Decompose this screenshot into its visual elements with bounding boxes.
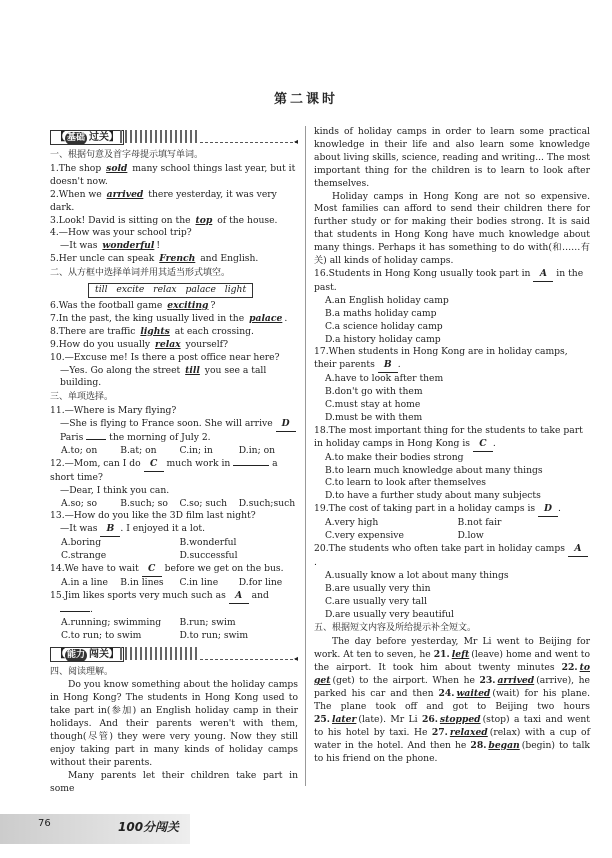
question-14 xyxy=(50,563,298,577)
q8-answer[interactable]: lights xyxy=(140,325,170,337)
q17-option-b[interactable]: B.don't go with them xyxy=(325,386,423,398)
section-heading: 四、阅读理解。 xyxy=(50,666,114,677)
question-20 xyxy=(314,543,590,570)
q20-text-a: 20.The students who often take part in holiday camps xyxy=(314,543,568,554)
cloze-number: 28. xyxy=(470,739,487,751)
cloze-text: (wait) for his plane. The plane took off and got to Beijing two hours xyxy=(314,687,590,712)
option-c[interactable]: C.in line xyxy=(179,577,219,588)
q19-options-2 xyxy=(314,530,590,543)
reading-paragraph-2-start: Many parents let their children take part in some xyxy=(50,769,298,794)
cloze-text: (get) to the airport. When he xyxy=(332,675,480,687)
q15-options xyxy=(50,617,298,630)
question-5 xyxy=(50,253,298,266)
q15-blank[interactable] xyxy=(60,611,90,612)
question-3 xyxy=(50,215,298,228)
banner-dashed-line xyxy=(200,659,298,660)
arrow-icon: ◂ xyxy=(293,653,298,663)
q10-text-b: —Yes. Go along the street xyxy=(60,364,184,376)
q11-text-b: —She is flying to France soon. She will arrive xyxy=(60,418,276,430)
question-8 xyxy=(50,326,298,339)
q13-text-b: —It was xyxy=(60,523,101,535)
page-title: 第二课时 xyxy=(273,92,338,107)
q4-text-c: ! xyxy=(156,240,161,252)
q20-option-d[interactable]: D.are usually very beautiful xyxy=(325,608,454,620)
q9-text-b: yourself? xyxy=(182,338,228,350)
q18-option-b[interactable]: B.to learn much knowledge about many things xyxy=(325,464,543,476)
q5-text-a: 5.Her uncle can speak xyxy=(50,253,158,265)
page-footer xyxy=(0,800,612,858)
q18-option-c[interactable]: C.to learn to look after themselves xyxy=(325,477,486,489)
option-d[interactable]: D.low xyxy=(457,530,484,542)
q1-text-b: many school things last year, but it doesn't now. xyxy=(50,162,296,187)
q13-options-2 xyxy=(50,550,298,563)
question-19 xyxy=(314,503,590,517)
q20-option-a[interactable]: A.usually know a lot about many things xyxy=(325,569,509,581)
question-6 xyxy=(50,300,298,313)
option-b[interactable]: B.in lines xyxy=(120,577,164,588)
cloze-number: 23. xyxy=(479,675,496,687)
q17-option-a[interactable]: A.have to look after them xyxy=(325,373,444,385)
section-heading: 三、单项选择。 xyxy=(50,392,114,403)
option-d[interactable]: D.to run; swim xyxy=(179,629,249,641)
q18-option-a[interactable]: A.to make their bodies strong xyxy=(325,451,464,463)
reading-paragraph-3: Holiday camps in Hong Kong are not so expensive. Most families can afford to send their children there for further study or for making their bodies strong. It is said that students in Hong Kong have much knowledge about many things. Perhaps it has something to do with(和……有关) all kinds of holiday camps. xyxy=(314,190,590,267)
q17-option-d[interactable]: D.must be with them xyxy=(325,411,423,423)
question-16 xyxy=(314,268,590,295)
q12-options xyxy=(50,498,298,511)
banner-tag-a: 能力 xyxy=(67,649,86,660)
q12-text-b: much work in xyxy=(163,457,234,469)
option-d[interactable]: D.in; on xyxy=(238,444,276,456)
q9-answer[interactable]: relax xyxy=(155,338,181,350)
arrow-icon: ◂ xyxy=(293,137,298,146)
q10-answer[interactable]: till xyxy=(185,364,200,376)
question-11-stem xyxy=(50,418,298,445)
q18-answer[interactable]: C xyxy=(473,438,493,452)
option-c[interactable]: C.very expensive xyxy=(325,530,404,542)
q18-text-b: . xyxy=(492,437,496,449)
q19-text-a: 19.The cost of taking part in a holiday camps is xyxy=(314,503,539,515)
q14-text-b: before we get on the bus. xyxy=(161,563,284,575)
q14-options xyxy=(50,577,298,590)
q12-text-c: a short time? xyxy=(50,457,278,483)
q12-answer[interactable]: C xyxy=(144,458,164,472)
cloze-paragraph xyxy=(314,636,590,765)
option-a[interactable]: A.running; swimming xyxy=(61,616,162,628)
question-10: 10.—Excuse me! Is there a post office near here? xyxy=(50,351,280,363)
q3-text-a: 3.Look! David is sitting on the xyxy=(50,214,194,226)
q15-options-2 xyxy=(50,630,298,643)
q6-text-a: 6.Was the football game xyxy=(50,299,166,311)
cloze-number: 25. xyxy=(314,713,330,725)
q7-text-a: 7.In the past, the king usually lived in the xyxy=(50,312,248,324)
option-b[interactable]: B.wonderful xyxy=(179,537,237,549)
question-12 xyxy=(50,458,298,485)
q16-answer[interactable]: A xyxy=(533,268,553,282)
option-d[interactable]: D.successful xyxy=(179,550,238,562)
q14-answer[interactable]: C xyxy=(142,563,162,577)
q7-answer[interactable]: palace xyxy=(249,312,283,324)
cloze-number: 21. xyxy=(433,649,450,661)
q13-text-c: . I enjoyed it a lot. xyxy=(120,523,205,535)
question-18 xyxy=(314,425,590,452)
option-c[interactable]: C.so; such xyxy=(179,497,228,509)
q14-text-a: 14.We have to wait xyxy=(50,563,142,575)
q15-blank-line: . xyxy=(50,604,298,617)
q16-option-c[interactable]: C.a science holiday camp xyxy=(325,320,443,332)
cloze-answer-26[interactable]: stopped xyxy=(439,713,481,725)
cloze-number: 26. xyxy=(421,713,438,725)
q1-answer[interactable]: sold xyxy=(106,162,128,174)
q12-text-a: 12.—Mom, can I do xyxy=(50,457,144,469)
cloze-text: (relax) with a cup of water in the hotel. And then he xyxy=(314,726,590,751)
option-c[interactable]: C.strange xyxy=(61,550,107,562)
question-17 xyxy=(314,346,590,373)
q11-text-c: Paris xyxy=(60,432,87,444)
q3-text-b: of the house. xyxy=(214,214,278,226)
q20-option-c[interactable]: C.are usually very tall xyxy=(325,595,428,607)
column-divider xyxy=(305,126,306,786)
question-1 xyxy=(50,163,298,189)
q16-text-a: 16.Students in Hong Kong usually took part in xyxy=(314,267,534,279)
q4-answer[interactable]: wonderful xyxy=(102,240,155,252)
option-a[interactable]: A.very high xyxy=(325,517,379,529)
cloze-answer-23[interactable]: arrived xyxy=(497,675,535,687)
q16-text-b: in the past. xyxy=(314,267,584,293)
cloze-answer-21[interactable]: left xyxy=(451,649,470,661)
q4-text-b: —It was xyxy=(60,240,101,252)
q18-text-a: 18.The most important thing for the students to take part in holiday camps in Hong Kong is xyxy=(314,424,583,449)
q6-answer[interactable]: exciting xyxy=(167,299,209,311)
banner-dashed-line xyxy=(200,142,298,143)
q13-answer[interactable]: B xyxy=(100,523,120,537)
q7-text-b: . xyxy=(284,312,288,324)
q15-text-b: and xyxy=(248,589,269,601)
option-c[interactable]: C.to run; to swim xyxy=(61,629,142,641)
q17-text-b: . xyxy=(397,359,401,371)
q1-text-a: 1.The shop xyxy=(50,162,105,174)
reading-paragraph-2-cont: kinds of holiday camps in order to learn some practical knowledge in their life and also learn some knowledge about living skills, science, reading and writing... The most important thing for the children is to learn to look after themselves. xyxy=(314,126,590,189)
left-column xyxy=(50,126,298,796)
cloze-text: (late). Mr Li xyxy=(358,713,422,725)
word-box: till excite relax palace light xyxy=(88,283,253,298)
option-a[interactable]: A.in a line xyxy=(61,577,108,588)
option-b[interactable]: B.not fair xyxy=(457,517,502,529)
banner-tag: 【 能力 闯关】 xyxy=(50,647,124,662)
q5-text-b: and English. xyxy=(197,253,259,265)
cloze-text: (arrive), he parked his car and then xyxy=(314,675,590,699)
q17-option-c[interactable]: C.must stay at home xyxy=(325,399,421,411)
cloze-text: (begin) to talk to his friend on the phone. xyxy=(314,739,590,764)
q16-option-b[interactable]: B.a maths holiday camp xyxy=(325,307,437,319)
q11-answer[interactable]: D xyxy=(276,418,296,432)
q11-text-d: the morning of July 2. xyxy=(106,432,211,444)
question-4: 4.—How was your school trip? xyxy=(50,227,192,239)
q3-answer[interactable]: top xyxy=(195,214,213,226)
section-heading: 一、根据句意及首字母提示填写单词。 xyxy=(50,150,204,160)
series-logo: 100分闯关 xyxy=(118,820,180,834)
question-4-reply xyxy=(50,240,298,253)
option-c[interactable]: C.in; in xyxy=(179,444,213,456)
cloze-answer-22[interactable]: to get xyxy=(314,662,590,687)
q15-answer[interactable]: A xyxy=(229,590,249,604)
banner-tag-b: 闯关 xyxy=(89,648,110,660)
cloze-text: (leave) home and went to the airport. It took him about twenty minutes xyxy=(314,649,590,674)
q16-option-a[interactable]: A.an English holiday camp xyxy=(325,294,449,306)
cloze-answer-24[interactable]: waited xyxy=(456,687,491,699)
cloze-number: 27. xyxy=(431,726,448,738)
question-15 xyxy=(50,590,298,604)
q19-text-b: . xyxy=(558,503,561,515)
banner-tag: 【 基础 过关】 xyxy=(50,130,124,145)
question-12-reply: —Dear, I think you can. xyxy=(60,484,170,496)
cloze-text: (stop) a taxi and went to his hotel by taxi. He xyxy=(314,713,591,738)
question-13: 13.—How do you like the 3D film last night? xyxy=(50,510,256,522)
q8-text-a: 8.There are traffic xyxy=(50,325,139,337)
q2-text-a: 2.When we xyxy=(50,188,105,200)
q17-answer[interactable]: B xyxy=(378,359,398,373)
question-13-reply xyxy=(50,523,298,537)
cloze-number: 22. xyxy=(561,662,578,674)
q19-answer[interactable]: D xyxy=(538,503,558,517)
banner-bars xyxy=(120,130,200,143)
option-a[interactable]: A.to; on xyxy=(61,444,98,456)
reading-paragraph-1: Do you know something about the holiday camps in Hong Kong? The students in Hong Kong used to take part in(参加) an English holiday camp in their holidays. And their parents weren't with them, though(尽管) they were very young. Now they still enjoy taking part in many kinds of holiday camps without their parents. xyxy=(50,679,298,768)
q20-option-b[interactable]: B.are usually very thin xyxy=(325,582,431,594)
q20-answer[interactable]: A xyxy=(568,543,588,557)
page-number: 76 xyxy=(38,818,51,829)
banner-tag-b: 过关 xyxy=(89,132,110,143)
option-b[interactable]: B.at; on xyxy=(120,444,157,456)
option-d[interactable]: D.such;such xyxy=(238,497,296,509)
cloze-text: The day before yesterday, Mr Li went to Beijing for work. At ten to seven, he xyxy=(314,636,590,661)
q13-options xyxy=(50,537,298,550)
cloze-answer-25[interactable]: later xyxy=(331,713,357,725)
q16-option-d[interactable]: D.a history holiday camp xyxy=(325,333,441,345)
q11-options xyxy=(50,445,298,458)
question-2 xyxy=(50,189,298,215)
cloze-answer-27[interactable]: relaxed xyxy=(449,726,488,738)
q2-answer[interactable]: arrived xyxy=(106,188,144,200)
q6-text-b: ? xyxy=(210,299,216,311)
option-d[interactable]: D.for line xyxy=(238,577,283,588)
q5-answer[interactable]: French xyxy=(159,253,196,265)
section-heading: 二、从方框中选择单词并用其适当形式填空。 xyxy=(50,268,231,279)
banner-bars xyxy=(120,647,200,660)
q17-text-a: 17.When students in Hong Kong are in holiday camps, their parents xyxy=(314,346,568,371)
question-7 xyxy=(50,313,298,326)
section-banner-basic xyxy=(50,128,298,146)
cloze-number: 24. xyxy=(438,687,455,699)
q8-text-b: at each crossing. xyxy=(171,325,254,337)
question-11: 11.—Where is Mary flying? xyxy=(50,405,177,417)
question-10-reply xyxy=(50,365,298,391)
option-a[interactable]: A.boring xyxy=(61,537,102,549)
question-9 xyxy=(50,339,298,352)
option-b[interactable]: B.such; so xyxy=(120,497,168,509)
q11-blank[interactable] xyxy=(86,439,106,440)
q15-text-a: 15.Jim likes sports very much such as xyxy=(50,589,229,601)
q12-blank[interactable] xyxy=(233,465,269,466)
q20-text-b: . xyxy=(314,556,317,568)
right-column xyxy=(314,126,590,765)
section-banner-ability xyxy=(50,645,298,663)
section-heading: 五、根据短文内容及所给提示补全短文。 xyxy=(314,623,477,634)
q2-text-b: there yesterday, it was very dark. xyxy=(50,188,277,213)
q18-option-d[interactable]: D.to have a further study about many subjects xyxy=(325,490,541,502)
option-b[interactable]: B.run; swim xyxy=(179,616,236,628)
banner-tag-a: 基础 xyxy=(67,133,86,143)
cloze-answer-28[interactable]: began xyxy=(488,739,520,751)
option-a[interactable]: A.so; so xyxy=(61,497,98,509)
q19-options xyxy=(314,517,590,530)
q9-text-a: 9.How do you usually xyxy=(50,338,154,350)
q10-text-c: you see a tall building. xyxy=(60,364,267,389)
